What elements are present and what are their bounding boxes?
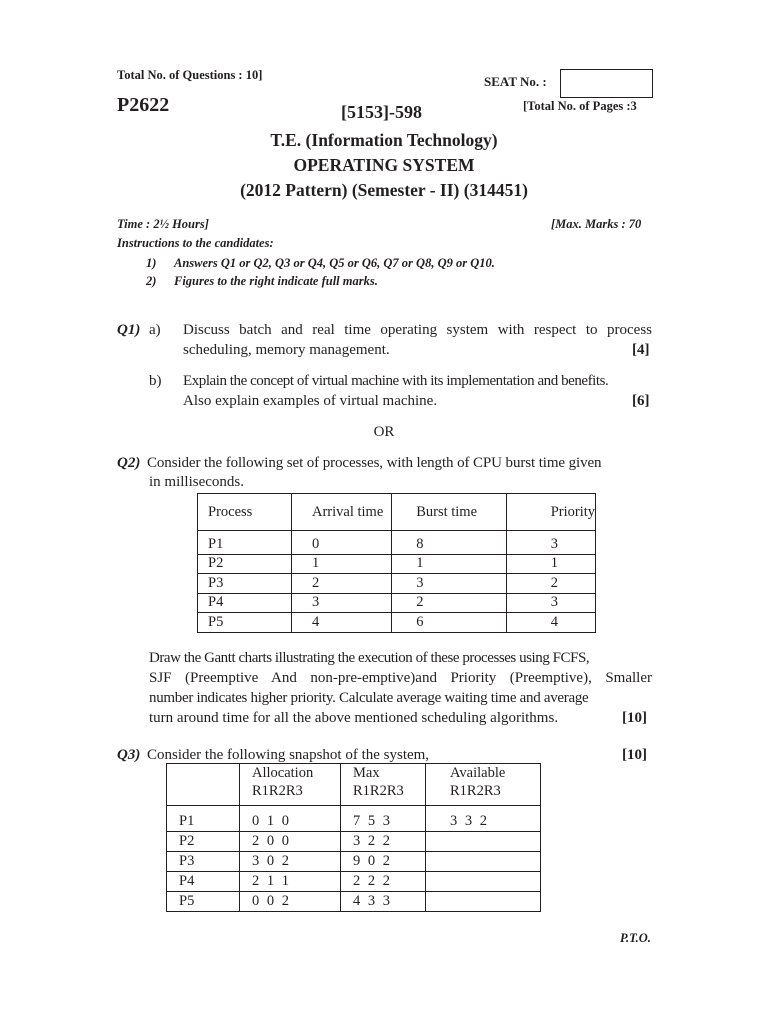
- instruction-text: Answers Q1 or Q2, Q3 or Q4, Q5 or Q6, Q7 or Q8, Q9 or Q10.: [174, 256, 495, 270]
- table-cell: 4: [506, 613, 595, 633]
- table-cell: 2: [392, 593, 506, 613]
- table-row: [198, 574, 596, 594]
- table-cell: 9 0 2: [341, 852, 426, 872]
- table-cell: 2 1 1: [240, 872, 341, 892]
- table-cell: 1: [291, 554, 391, 574]
- column-header: Burst time: [392, 494, 506, 531]
- table-row: [198, 593, 596, 613]
- table-cell: P5: [167, 892, 240, 912]
- table-row: [198, 531, 596, 555]
- instruction-number: 2): [146, 274, 157, 288]
- column-header: [167, 783, 240, 806]
- table-cell: 2: [506, 574, 595, 594]
- total-pages: [Total No. of Pages :3: [523, 99, 637, 113]
- table-cell: 6: [392, 613, 506, 633]
- table-cell: P4: [167, 872, 240, 892]
- table-cell: 4: [291, 613, 391, 633]
- column-header: Process: [198, 494, 292, 531]
- table-cell: 1: [506, 554, 595, 574]
- q2-para-line1: Draw the Gantt charts illustrating the execution of these processes using FCFS,: [149, 650, 590, 666]
- table-cell: [426, 852, 541, 872]
- q1b-label: b): [149, 373, 162, 389]
- snapshot-table: [166, 763, 541, 912]
- time-label: Time : 2½ Hours]: [117, 217, 209, 231]
- column-header: Allocation: [240, 764, 341, 784]
- subject-title: OPERATING SYSTEM: [293, 155, 475, 175]
- q1b-text-line1: Explain the concept of virtual machine with its implementation and benefits.: [183, 373, 609, 389]
- table-cell: 3 0 2: [240, 852, 341, 872]
- table-row: [167, 832, 541, 852]
- q2-para-line3: number indicates higher priority. Calculate average waiting time and average: [149, 690, 589, 706]
- q3-text: Consider the following snapshot of the system,: [147, 747, 430, 763]
- table-cell: P2: [167, 832, 240, 852]
- table-cell: P4: [198, 593, 292, 613]
- column-header: Max: [341, 764, 426, 784]
- table-cell: P2: [198, 554, 292, 574]
- table-cell: 7 5 3: [341, 812, 426, 832]
- table-cell: 4 3 3: [341, 892, 426, 912]
- column-header: Arrival time: [291, 494, 391, 531]
- seat-number-box[interactable]: [560, 69, 653, 98]
- max-marks: [Max. Marks : 70: [551, 217, 642, 231]
- table-cell: 2 0 0: [240, 832, 341, 852]
- table-cell: 3: [392, 574, 506, 594]
- q2-marks: [10]: [622, 710, 647, 726]
- table-cell: P1: [198, 531, 292, 555]
- pto-label: P.T.O.: [620, 931, 651, 945]
- table-cell: [426, 872, 541, 892]
- table-cell: [426, 832, 541, 852]
- table-header-row: [198, 494, 596, 531]
- table-row: [167, 892, 541, 912]
- table-cell: P1: [167, 812, 240, 832]
- process-table: [197, 493, 596, 633]
- q1a-text-line2: scheduling, memory management.: [183, 342, 390, 358]
- q2-para-line4: turn around time for all the above mentioned scheduling algorithms.: [149, 710, 559, 726]
- column-header: Available: [426, 764, 541, 784]
- table-cell: [426, 892, 541, 912]
- table-cell: P3: [167, 852, 240, 872]
- table-header-row: [167, 783, 541, 806]
- q3-marks: [10]: [622, 747, 647, 763]
- column-header: Priority: [506, 494, 595, 531]
- table-row: [198, 554, 596, 574]
- q1a-marks: [4]: [632, 342, 650, 358]
- q1b-text-line2: Also explain examples of virtual machine.: [183, 393, 438, 409]
- table-cell: 3: [506, 531, 595, 555]
- q1a-text-line1: Discuss batch and real time operating system with respect to process: [183, 322, 652, 338]
- column-header: R1R2R3: [240, 783, 341, 806]
- table-row: [198, 613, 596, 633]
- total-questions: Total No. of Questions : 10]: [117, 68, 263, 82]
- exam-code: [5153]-598: [341, 102, 422, 122]
- q1a-label: a): [149, 322, 161, 338]
- q2-label: Q2): [117, 455, 141, 471]
- instruction-number: 1): [146, 256, 157, 270]
- table-cell: 3: [291, 593, 391, 613]
- course-title: T.E. (Information Technology): [270, 130, 498, 150]
- table-cell: 8: [392, 531, 506, 555]
- q2-para-line2: SJF (Preemptive And non-pre-emptive)and Priority (Preemptive), Smaller: [149, 670, 652, 686]
- table-cell: 0 0 2: [240, 892, 341, 912]
- table-cell: 2: [291, 574, 391, 594]
- table-row: [167, 812, 541, 832]
- table-cell: 3 3 2: [426, 812, 541, 832]
- instruction-text: Figures to the right indicate full marks.: [174, 274, 378, 288]
- column-header: R1R2R3: [341, 783, 426, 806]
- instructions-title: Instructions to the candidates:: [117, 236, 274, 250]
- table-cell: 0: [291, 531, 391, 555]
- pattern-line: (2012 Pattern) (Semester - II) (314451): [240, 180, 528, 200]
- column-header: R1R2R3: [426, 783, 541, 806]
- q3-label: Q3): [117, 747, 141, 763]
- q1b-marks: [6]: [632, 393, 650, 409]
- column-header: [167, 764, 240, 784]
- q2-text-line2: in milliseconds.: [149, 474, 244, 490]
- table-row: [167, 852, 541, 872]
- table-cell: 1: [392, 554, 506, 574]
- table-header-row: [167, 764, 541, 784]
- table-cell: 3: [506, 593, 595, 613]
- or-separator: OR: [373, 424, 395, 440]
- table-cell: 2 2 2: [341, 872, 426, 892]
- table-cell: 0 1 0: [240, 812, 341, 832]
- q1-label: Q1): [117, 322, 141, 338]
- seat-label: SEAT No. :: [484, 74, 547, 89]
- paper-code: P2622: [117, 94, 170, 116]
- q2-text-line1: Consider the following set of processes, with length of CPU burst time given: [147, 455, 602, 471]
- table-row: [167, 872, 541, 892]
- table-cell: 3 2 2: [341, 832, 426, 852]
- table-cell: P5: [198, 613, 292, 633]
- table-cell: P3: [198, 574, 292, 594]
